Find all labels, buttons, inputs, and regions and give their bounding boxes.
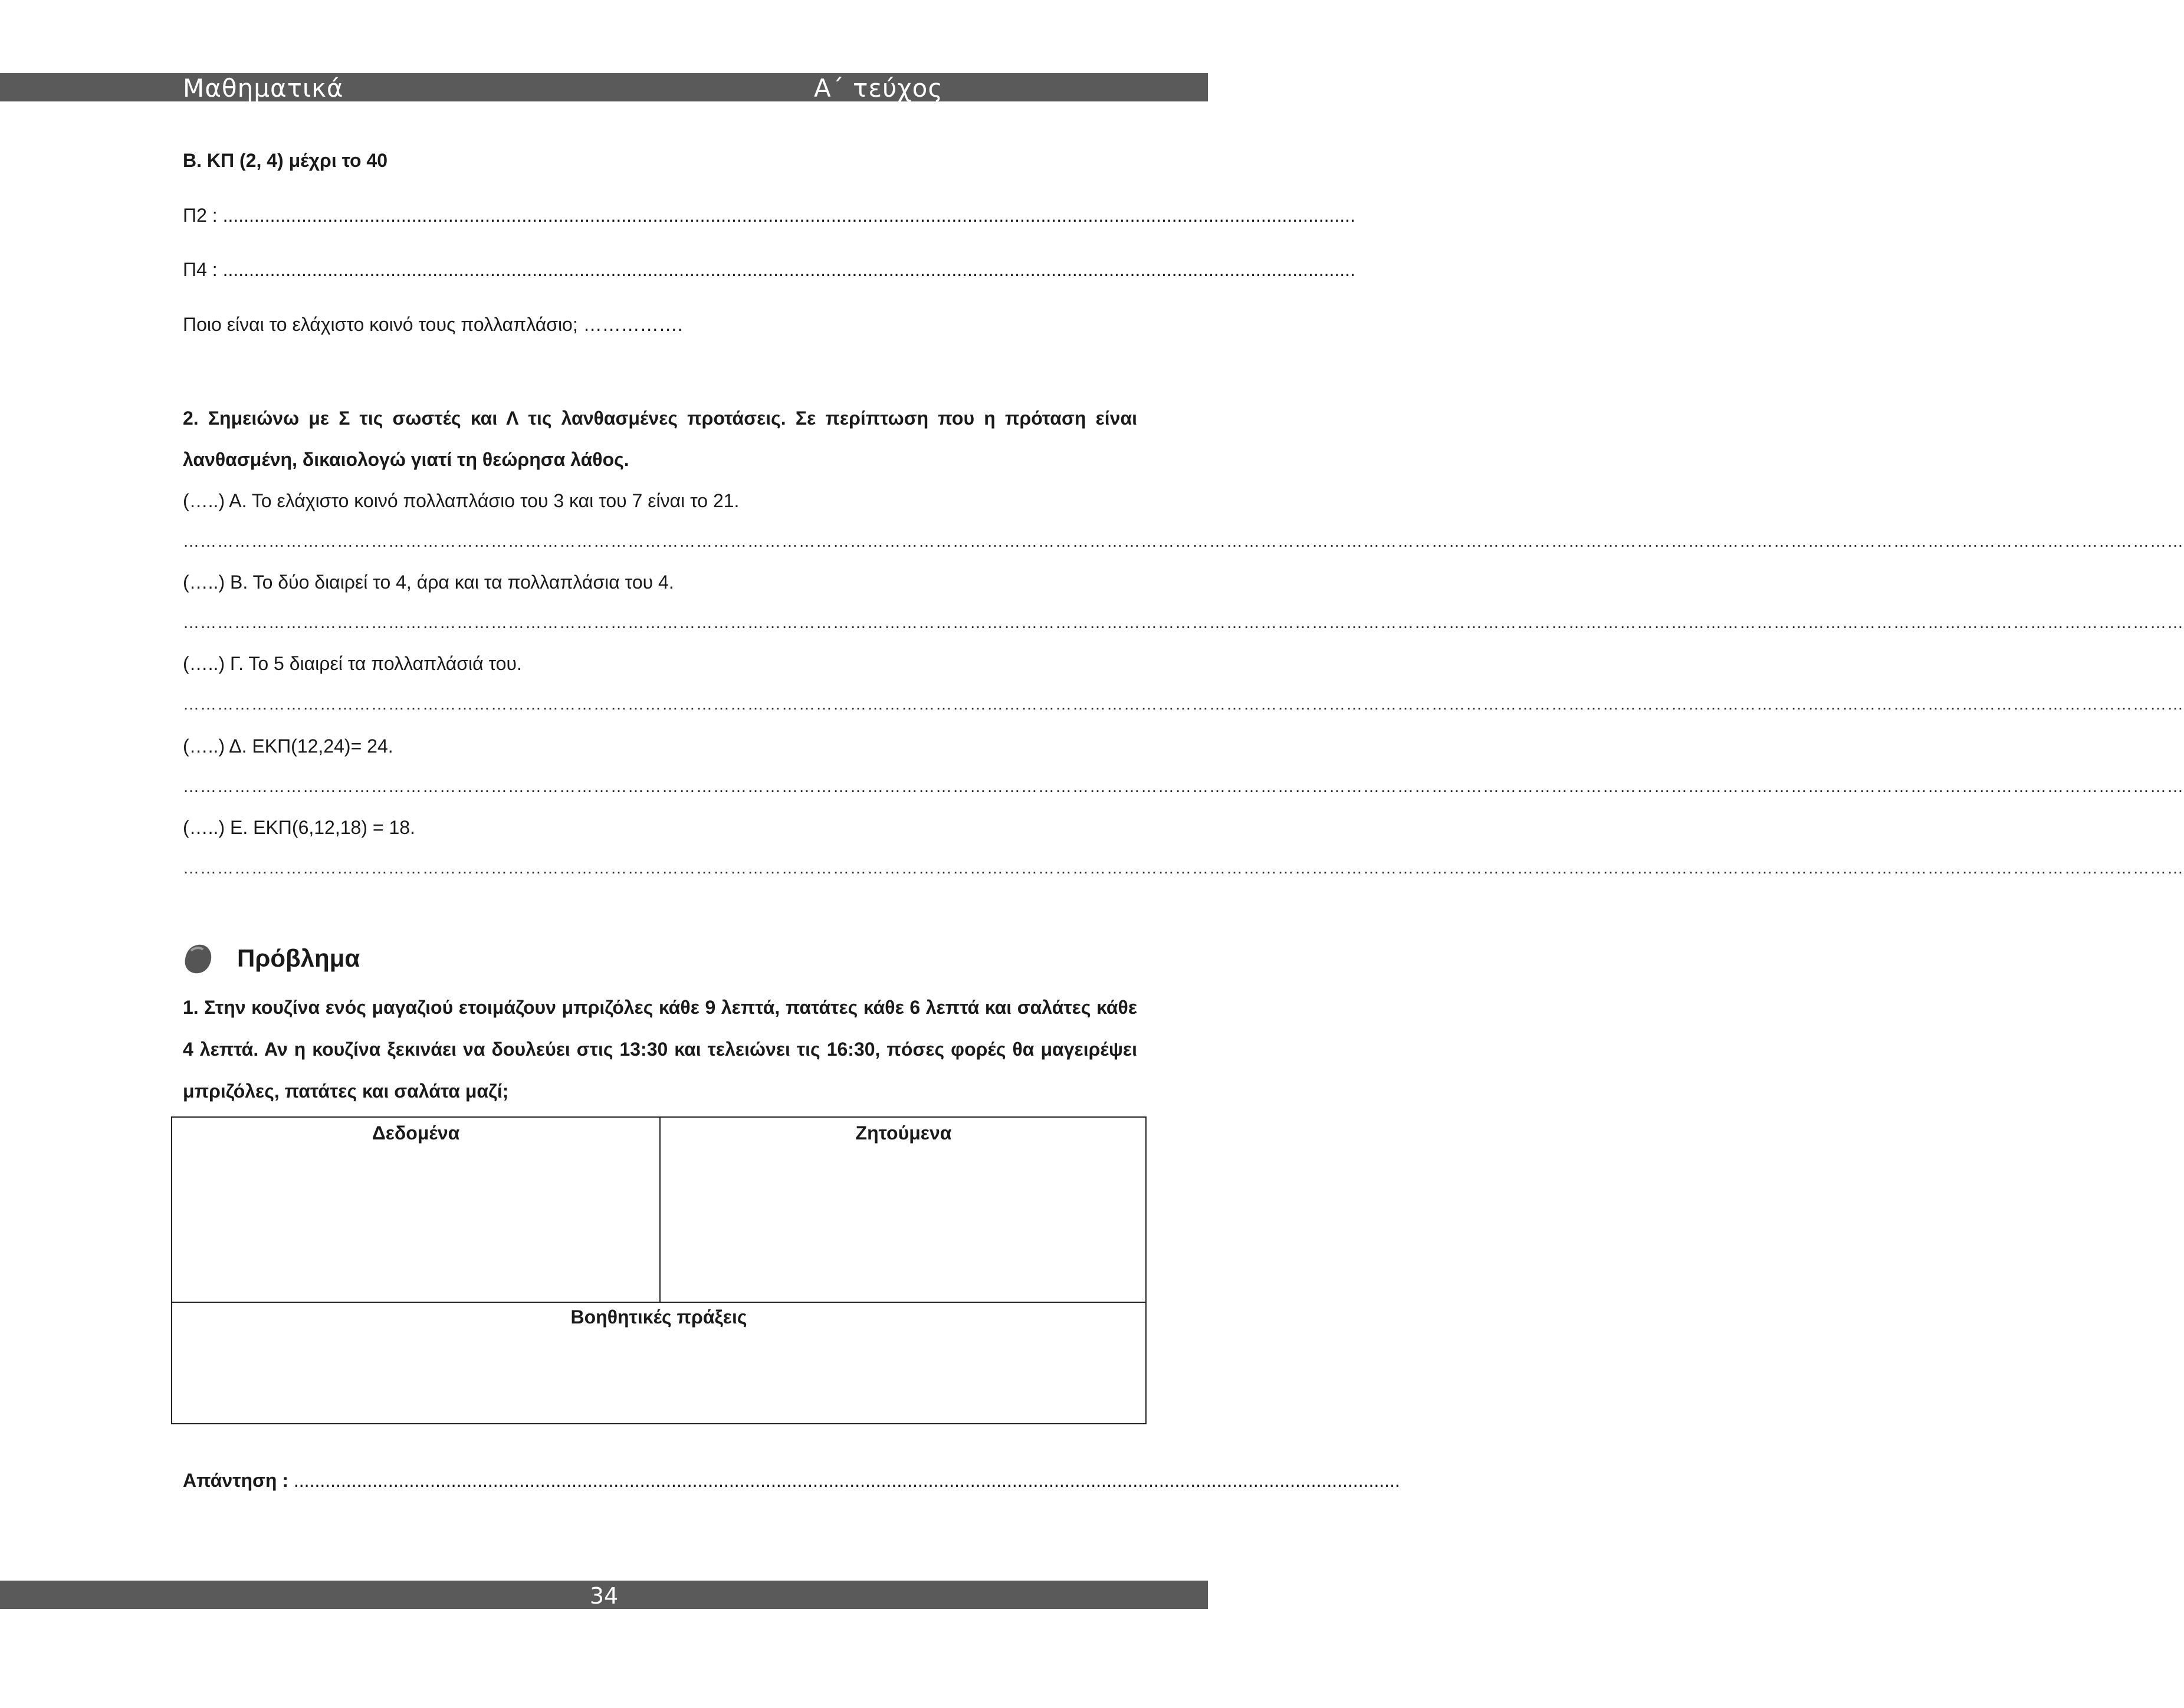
p2-dots: ........................................................................................................................................................................................................................ <box>222 205 1355 226</box>
statement-a: (…..) Α. Το ελάχιστο κοινό πολλαπλάσιο του 3 και του 7 είναι το 21. <box>183 490 740 511</box>
answer-dots: ................................................................................................................................................................................................................... <box>293 1470 1400 1491</box>
statement-e: (…..) Ε. ΕΚΠ(6,12,18) = 18. <box>183 817 415 838</box>
statement-c: (…..) Γ. Το 5 διαιρεί τα πολλαπλάσιά του. <box>183 653 522 674</box>
footer-band <box>0 1581 1208 1609</box>
table-divider-vertical <box>659 1118 661 1302</box>
problem-table <box>171 1116 1147 1424</box>
answer-label: Απάντηση : <box>183 1470 288 1491</box>
lcm-question: Ποιο είναι το ελάχιστο κοινό τους πολλαπλάσιο; ……………. <box>183 314 683 335</box>
statement-b: (…..) Β. Το δύο διαιρεί το 4, άρα και τα πολλαπλάσια του 4. <box>183 571 674 593</box>
p4-label: Π4 : <box>183 259 218 280</box>
page-number: 34 <box>589 1583 619 1609</box>
statement-d: (…..) Δ. ΕΚΠ(12,24)= 24. <box>183 735 393 757</box>
header-volume: Α΄ τεύχος <box>814 74 943 103</box>
p2-line <box>183 203 1355 227</box>
header-subject: Μαθηματικά <box>183 74 344 103</box>
answer-line <box>183 1469 1400 1492</box>
table-header-wanted: Ζητούμενα <box>855 1122 952 1144</box>
answer-dots-b: ……………………………………………………………………………………………………………………………………………………………………………………………………………………………………………………………………………………………………………………… <box>183 613 2184 632</box>
answer-dots-a: ……………………………………………………………………………………………………………………………………………………………………………………………………………………………………………………………………………………………………………………… <box>183 532 2184 550</box>
problem-title: Πρόβλημα <box>237 944 360 972</box>
table-divider-horizontal <box>172 1302 1145 1303</box>
answer-dots-c: ……………………………………………………………………………………………………………………………………………………………………………………………………………………………………………………………………………………………………………………… <box>183 695 2184 713</box>
p4-dots: ........................................................................................................................................................................................................................ <box>222 259 1355 280</box>
p4-line <box>183 258 1355 281</box>
p2-label: Π2 : <box>183 205 218 226</box>
section-b-title: Β. ΚΠ (2, 4) μέχρι το 40 <box>183 150 388 171</box>
header-band <box>0 73 1208 101</box>
answer-dots-e: ……………………………………………………………………………………………………………………………………………………………………………………………………………………………………………………………………………………………………………………… <box>183 859 2184 877</box>
problem-text: 1. Στην κουζίνα ενός μαγαζιού ετοιμάζουν μπριζόλες κάθε 9 λεπτά, πατάτες κάθε 6 λεπτά και σαλάτες κάθε 4 λεπτά. Αν η κουζίνα ξεκινάει να δουλεύει στις 13:30 και τελειώνει τις 16:30, πόσες φορές θα μαγειρέψει μπριζόλες, πατάτες και σαλάτα μαζί; <box>183 997 1137 1102</box>
table-header-helper: Βοηθητικές πράξεις <box>570 1306 747 1328</box>
ink-blob-icon <box>183 942 214 975</box>
table-header-given: Δεδομένα <box>372 1122 460 1144</box>
exercise2-instruction: 2. Σημειώνω με Σ τις σωστές και Λ τις λανθασμένες προτάσεις. Σε περίπτωση που η πρόταση είναι λανθασμένη, δικαιολογώ γιατί τη θεώρησα λάθος. <box>183 408 1137 470</box>
answer-dots-d: ……………………………………………………………………………………………………………………………………………………………………………………………………………………………………………………………………………………………………………………… <box>183 777 2184 796</box>
